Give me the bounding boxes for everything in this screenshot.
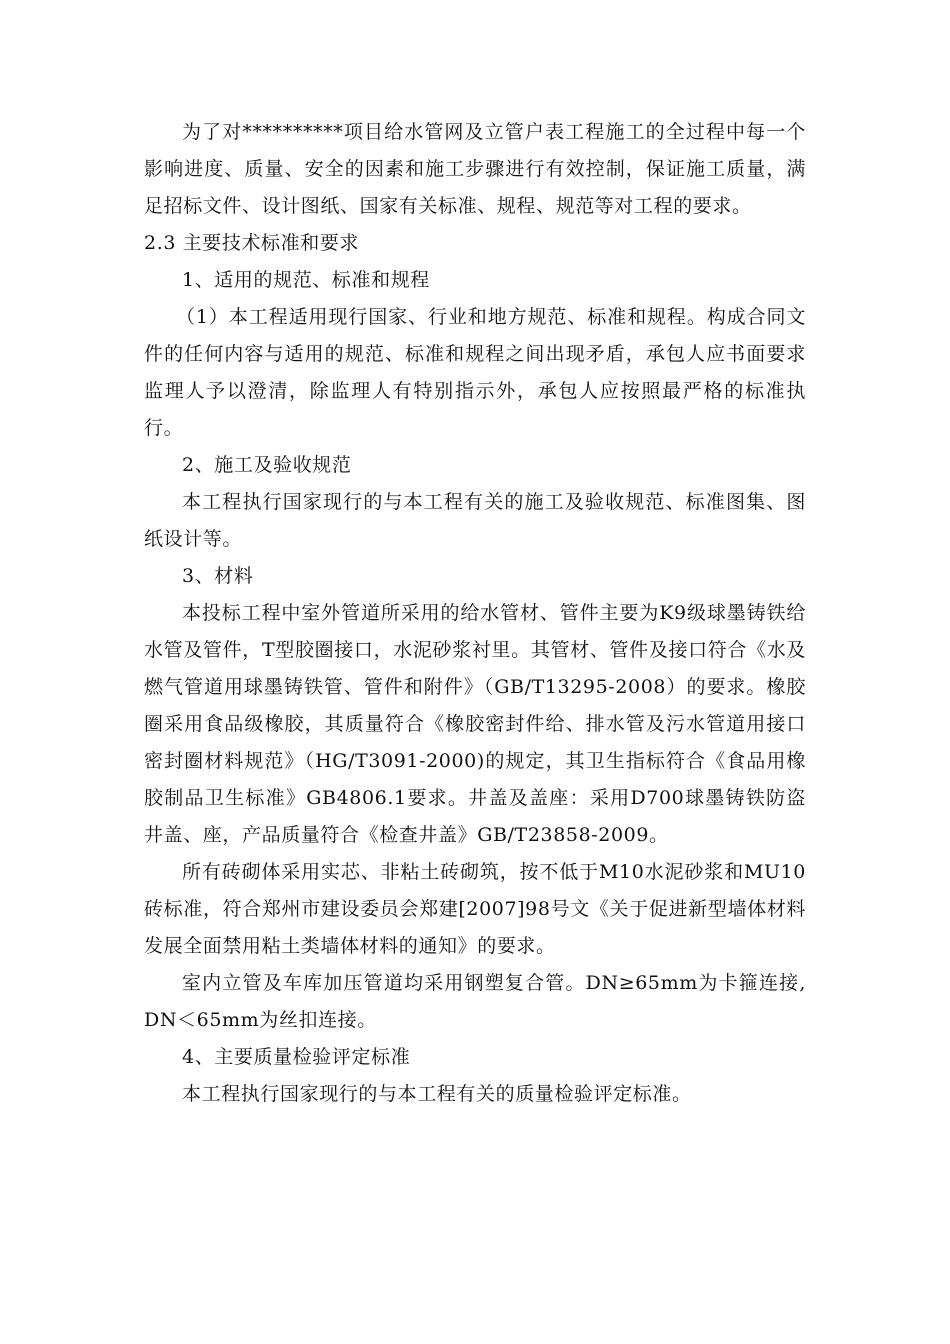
item-1-paragraph-1: （1）本工程适用现行国家、行业和地方规范、标准和规程。构成合同文件的任何内容与适用的规范、标准和规程之间出现矛盾，承包人应书面要求监理人予以澄清，除监理人有特别指示外，承包人应按照最严格的标准执行。 (144, 306, 806, 439)
item-3-paragraph-3: 室内立管及车库加压管道均采用钢塑复合管。DN≥65mm为卡箍连接,DN＜65mm为丝扣连接。 (144, 972, 806, 1031)
item-3-paragraph-1: 本投标工程中室外管道所采用的给水管材、管件主要为K9级球墨铸铁给水管及管件，T型胶圈接口，水泥砂浆衬里。其管材、管件及接口符合《水及燃气管道用球墨铸铁管、管件和附件》（GB/T13295-2008）的要求。橡胶圈采用食品级橡胶，其质量符合《橡胶密封件给、排水管及污水管道用接口密封圈材料规范》（HG/T3091-2000)的规定，其卫生指标符合《食品用橡胶制品卫生标准》GB4806.1要求。井盖及盖座：采用D700球墨铸铁防盗井盖、座，产品质量符合《检查井盖》GB/T23858-2009。 (144, 602, 806, 846)
item-heading-2: 2、施工及验收规范 (182, 454, 352, 476)
document-body (144, 114, 806, 1113)
item-heading-4: 4、主要质量检验评定标准 (182, 1046, 411, 1068)
intro-paragraph: 为了对**********项目给水管网及立管户表工程施工的全过程中每一个影响进度、质量、安全的因素和施工步骤进行有效控制，保证施工质量，满足招标文件、设计图纸、国家有关标准、规程、规范等对工程的要求。 (144, 121, 806, 217)
item-2-paragraph-1: 本工程执行国家现行的与本工程有关的施工及验收规范、标准图集、图纸设计等。 (144, 491, 806, 550)
item-4-paragraph-1: 本工程执行国家现行的与本工程有关的质量检验评定标准。 (182, 1083, 692, 1105)
item-heading-1: 1、适用的规范、标准和规程 (182, 269, 430, 291)
item-3-paragraph-2: 所有砖砌体采用实芯、非粘土砖砌筑，按不低于M10水泥砂浆和MU10砖标准，符合郑州市建设委员会郑建[2007]98号文《关于促进新型墙体材料发展全面禁用粘土类墙体材料的通知》的要求。 (144, 861, 806, 957)
section-heading: 2.3 主要技术标准和要求 (144, 232, 360, 254)
item-heading-3: 3、材料 (182, 565, 254, 587)
